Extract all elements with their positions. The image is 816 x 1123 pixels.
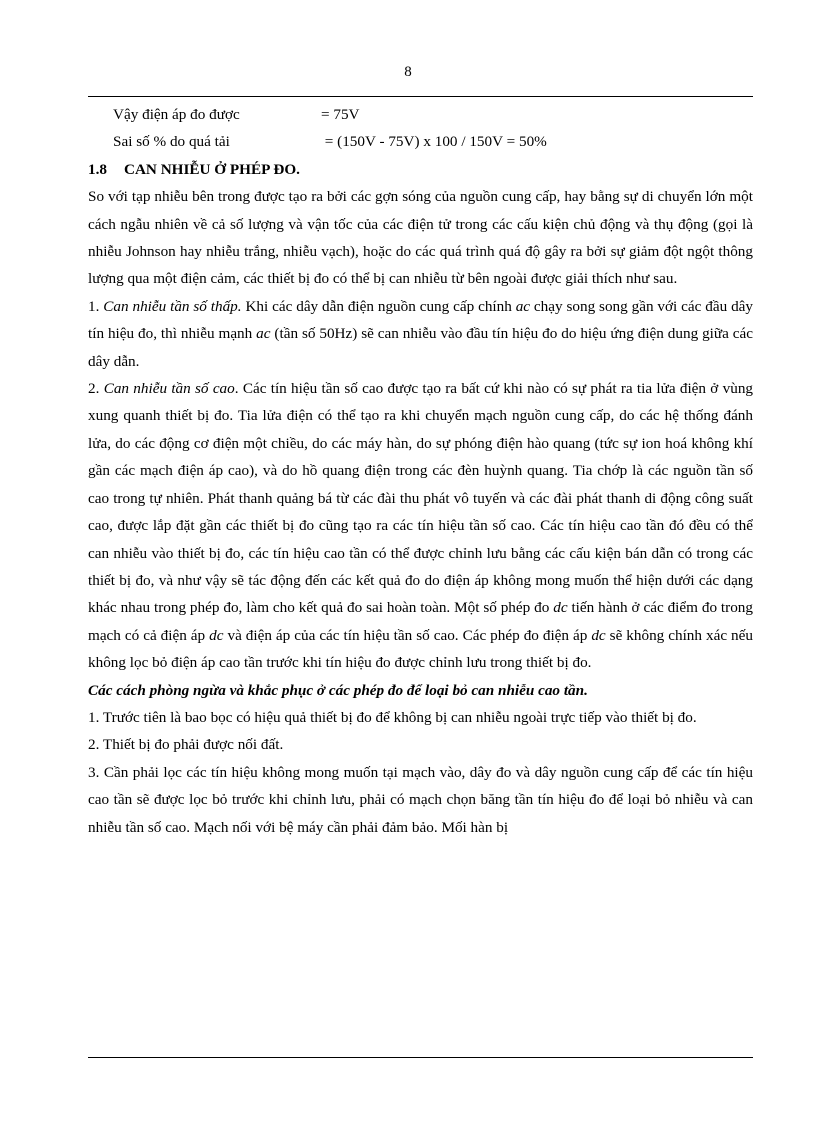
calc-label: Vậy điện áp đo được (113, 106, 240, 123)
calc-row-error (88, 128, 753, 155)
item-low-frequency (88, 293, 753, 375)
page-body (88, 101, 753, 841)
item-term: dc (209, 626, 224, 644)
item-text: chạy song song gần với các đầu dây tín hiệu đo, thì nhiễu mạnh (88, 297, 753, 343)
header-rule (88, 96, 753, 97)
item-number: 2. (88, 380, 104, 398)
item-text: Khi các dây dẫn điện nguồn cung cấp chính (241, 297, 516, 315)
calc-label: Sai số % do quá tải (113, 133, 230, 151)
item-text: và điện áp của các tín hiệu tần số cao. Các phép đo điện áp (223, 626, 592, 644)
section-heading (88, 156, 753, 183)
calc-value: = (150V - 75V) x 100 / 150V = 50% (321, 133, 547, 151)
item-number: 1. (88, 297, 104, 315)
item-text: sẽ không chính xác nếu không lọc bỏ điện áp cao tần trước khi tín hiệu đo được chỉnh lưu trong thiết bị đo. (88, 626, 753, 672)
item-term: ac (515, 297, 531, 315)
measure-item: 3. Cần phải lọc các tín hiệu không mong muốn tại mạch vào, dây đo và dây nguồn cung cấp để các tín hiệu cao tần sẽ được lọc bỏ trước khi chỉnh lưu, phải có mạch chọn băng tần tín hiệu đo để loại bỏ nhiễu và can nhiễu tần số cao. Mạch nối với bệ máy cần phải đảm bảo. Mối hàn bị (88, 763, 753, 836)
section-title: CAN NHIỄU Ở PHÉP ĐO. (124, 160, 300, 178)
item-term: dc (591, 626, 606, 644)
item-text: . Các tín hiệu tần số cao được tạo ra bất cứ khi nào có sự phát ra tia lửa điện ở vùng xung quanh thiết bị đo. Tia lửa điện có thể tạo ra khi chuyển mạch nguồn cung cấp, do các hệ thống đánh lửa, do các động cơ điện một chiều, do các máy hàn, do sự phóng điện hào quang (tức sự ion hoá không khí gần các mạch điện áp cao), và do hồ quang điện trong các đèn huỳnh quang. Tia chớp là các nguồn tần số cao trong tự nhiên. Phát thanh quảng bá từ các đài thu phát vô tuyến và các đài phát thanh di động công suất cao, được lắp đặt gần các thiết bị đo cũng tạo ra các tín hiệu tần số cao. Các tín hiệu cao tần đó đều có thể can nhiễu vào thiết bị đo, các tín hiệu cao tần có thể được chỉnh lưu bằng các cấu kiện bán dẫn có trong các thiết bị đo, và như vậy sẽ tác động đến các kết quả đo do điện áp không mong muốn thể hiện dưới các dạng khác nhau trong phép đo, làm cho kết quả đo sai hoàn toàn. Một số phép đo (88, 380, 754, 617)
calc-value: = 75V (321, 106, 360, 123)
measures-heading: Các cách phòng ngừa và khắc phục ở các phép đo để loại bỏ can nhiễu cao tần. (88, 681, 588, 699)
item-term: ac (256, 325, 271, 343)
measure-item: 2. Thiết bị đo phải được nối đất. (88, 736, 284, 754)
item-text: (tần số 50Hz) sẽ can nhiễu vào đầu tín hiệu đo do hiệu ứng điện dung giữa các dây dẫn. (88, 325, 753, 370)
section-number: 1.8 (88, 160, 107, 178)
calc-row-voltage (88, 101, 753, 128)
intro-paragraph: So với tạp nhiễu bên trong được tạo ra bởi các gợn sóng của nguồn cung cấp, hay bằng sự di chuyển lớn một cách ngẫu nhiên về cả số lượng và vận tốc của các điện tử trong các cấu kiện chủ động và thụ động (gọi là nhiễu Johnson hay nhiễu trắng, nhiễu vạch), hoặc do các quá trình quá độ gây ra bởi sự giảm đột ngột thông lượng qua một điện cảm, các thiết bị đo có thể bị can nhiễu từ bên ngoài được giải thích như sau. (88, 188, 753, 288)
item-high-frequency (88, 375, 753, 676)
measure-item: 1. Trước tiên là bao bọc có hiệu quả thiết bị đo để không bị can nhiễu ngoài trực tiếp vào thiết bị đo. (88, 708, 697, 726)
item-title: Can nhiễu tần số cao (103, 380, 235, 398)
item-text: tiến hành ở các điểm đo trong mạch có cả điện áp (88, 599, 753, 644)
item-term: dc (553, 599, 568, 617)
footer-rule (88, 1057, 753, 1058)
item-title: Can nhiễu tần số thấp. (103, 297, 242, 315)
page-number: 8 (404, 64, 412, 80)
